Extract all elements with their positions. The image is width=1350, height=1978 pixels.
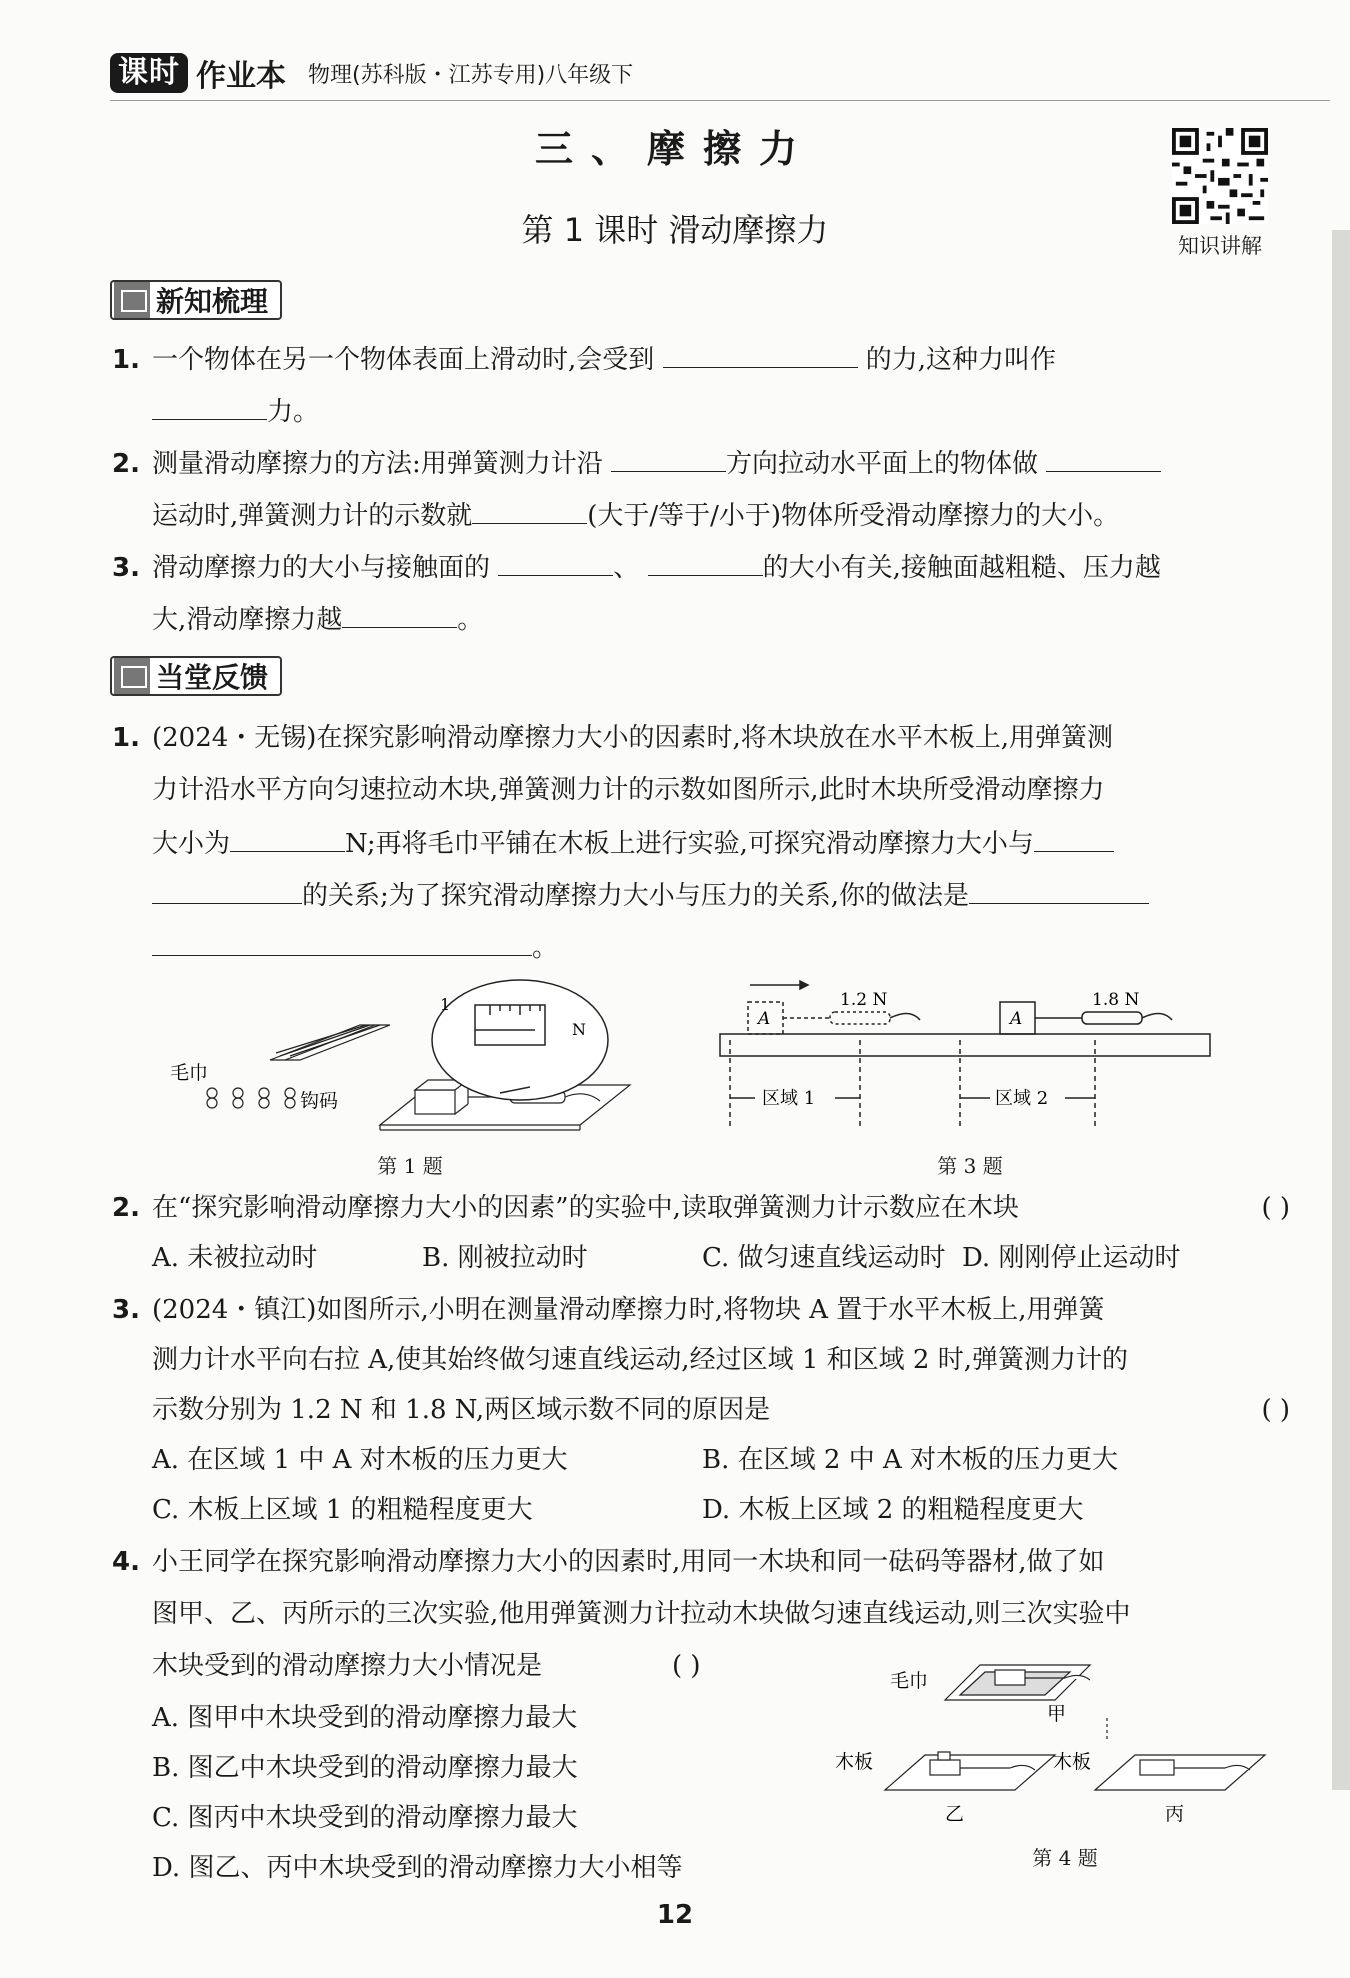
option-a[interactable]: A. 图甲中木块受到的滑动摩擦力最大 <box>152 1703 578 1733</box>
s2-q4-line3: 木块受到的滑动摩擦力大小情况是 ( ) <box>152 1651 701 1681</box>
fig1-weight-label: 钩码 <box>300 1090 339 1112</box>
s1-q1-line2: 力。 <box>112 390 1290 432</box>
pencil-icon <box>114 658 150 694</box>
figure-3 <box>710 980 1230 1140</box>
option-c[interactable]: C. 做匀速直线运动时 <box>702 1243 946 1273</box>
s2-q2-line1: 2. 在“探究影响滑动摩擦力大小的因素”的实验中,读取弹簧测力计示数应在木块 ( ) <box>112 1188 1290 1228</box>
answer-blank[interactable] <box>230 822 345 852</box>
option-d[interactable]: D. 刚刚停止运动时 <box>962 1243 1181 1273</box>
s2-q2-options <box>112 1238 1290 1278</box>
s2-q1-line2: 力计沿水平方向匀速拉动木块,弹簧测力计的示数如图所示,此时木块所受滑动摩擦力 <box>152 775 1105 805</box>
fig4-label-jia: 甲 <box>1047 1703 1067 1725</box>
figure-4 <box>835 1640 1275 1850</box>
s2-q1-line5: 。 <box>112 926 1290 968</box>
option-c[interactable]: C. 图丙中木块受到的滑动摩擦力最大 <box>152 1803 578 1833</box>
page-edge <box>1332 230 1350 1790</box>
answer-blank[interactable] <box>152 390 267 420</box>
option-d[interactable]: D. 图乙、丙中木块受到的滑动摩擦力大小相等 <box>152 1853 683 1883</box>
weights-icon <box>207 1088 295 1108</box>
s1-q3-line2: 大,滑动摩擦力越 。 <box>112 598 1290 640</box>
svg-text:N: N <box>572 1020 586 1039</box>
answer-blank[interactable] <box>648 546 763 576</box>
fig1-towel-label: 毛巾 <box>170 1062 209 1084</box>
section-header-feedback <box>110 656 282 696</box>
s1-q3-line1: 3. 滑动摩擦力的大小与接触面的 、 的大小有关,接触面越粗糙、压力越 <box>112 546 1290 588</box>
figure-1 <box>170 975 650 1150</box>
header <box>110 52 633 94</box>
s2-q3-line2: 测力计水平向右拉 A,使其始终做匀速直线运动,经过区域 1 和区域 2 时,弹簧测力计的 <box>152 1345 1128 1375</box>
fig3-block-a-ghost: A <box>758 1009 771 1029</box>
s2-q4-line2: 图甲、乙、丙所示的三次实验,他用弹簧测力计拉动木块做匀速直线运动,则三次实验中 <box>152 1599 1131 1629</box>
s2-q4-line1: 4. 小王同学在探究影响滑动摩擦力大小的因素时,用同一木块和同一砝码等器材,做了如 <box>112 1547 1105 1577</box>
option-c[interactable]: C. 木板上区域 1 的粗糙程度更大 <box>152 1495 533 1525</box>
option-b[interactable]: B. 刚被拉动时 <box>422 1243 588 1273</box>
header-divider <box>110 100 1330 101</box>
spring-scale-zoom <box>432 980 608 1100</box>
s2-q1-line1: 1. (2024・无锡)在探究影响滑动摩擦力大小的因素时,将木块放在水平木板上,用弹簧测 <box>112 723 1113 753</box>
option-a[interactable]: A. 在区域 1 中 A 对木板的压力更大 <box>152 1445 568 1475</box>
fig3-zone-1: 区域 1 <box>762 1088 816 1109</box>
option-d[interactable]: D. 木板上区域 2 的粗糙程度更大 <box>702 1495 1084 1525</box>
fig4-board-label-1: 木板 <box>835 1751 874 1773</box>
option-b[interactable]: B. 图乙中木块受到的滑动摩擦力最大 <box>152 1753 578 1783</box>
answer-blank[interactable] <box>663 338 858 368</box>
book-icon <box>114 282 150 318</box>
towel-icon <box>270 1025 390 1060</box>
answer-blank[interactable] <box>969 874 1149 904</box>
answer-blank[interactable] <box>152 926 532 956</box>
s2-q3-options-ab <box>112 1440 1290 1480</box>
fig4-label-yi: 乙 <box>945 1803 965 1825</box>
fig3-caption: 第 3 题 <box>937 1154 1003 1178</box>
s2-q3-line1: 3. (2024・镇江)如图所示,小明在测量滑动摩擦力时,将物块 A 置于水平木板上,用弹簧 <box>112 1295 1105 1325</box>
logo-subtitle: 作业本 <box>196 59 286 94</box>
answer-blank[interactable] <box>342 598 457 628</box>
lesson-title: 第 1 课时 滑动摩擦力 <box>521 211 829 249</box>
s2-q2-line1: 2. 测量滑动摩擦力的方法:用弹簧测力计沿 方向拉动水平面上的物体做 <box>112 442 1290 484</box>
page-number: 12 <box>656 1900 694 1930</box>
s1-q1-line1: 1. 一个物体在另一个物体表面上滑动时,会受到 的力,这种力叫作 <box>112 338 1290 380</box>
answer-paren[interactable]: ( ) <box>672 1651 701 1681</box>
s2-q3-line3: 示数分别为 1.2 N 和 1.8 N,两区域示数不同的原因是 ( ) <box>112 1390 1290 1430</box>
s2-q3-options-cd <box>112 1490 1290 1530</box>
qr-code-icon[interactable] <box>1170 128 1270 224</box>
option-a[interactable]: A. 未被拉动时 <box>152 1243 318 1273</box>
page-title: 三、摩擦力 <box>534 127 815 171</box>
fig4-caption: 第 4 题 <box>1032 1846 1098 1870</box>
section-title: 当堂反馈 <box>156 661 269 694</box>
fig3-force-1: 1.2 N <box>840 990 888 1010</box>
fig4-board-label-2: 木板 <box>1053 1751 1092 1773</box>
svg-text:1: 1 <box>440 995 451 1014</box>
book-subject: 物理(苏科版・江苏专用)八年级下 <box>308 62 634 88</box>
fig4-towel-label: 毛巾 <box>890 1670 929 1692</box>
logo: 课时 <box>110 53 188 93</box>
fig3-block-a: A <box>1010 1009 1023 1029</box>
answer-blank[interactable] <box>1034 822 1114 852</box>
section-header-new-knowledge <box>110 280 282 320</box>
s2-q1-line3: 大小为 N;再将毛巾平铺在木板上进行实验,可探究滑动摩擦力大小与 <box>112 822 1290 864</box>
option-b[interactable]: B. 在区域 2 中 A 对木板的压力更大 <box>702 1445 1119 1475</box>
answer-blank[interactable] <box>498 546 613 576</box>
qr-caption: 知识讲解 <box>1178 234 1262 258</box>
s1-q2-line2: 运动时,弹簧测力计的示数就 (大于/等于/小于)物体所受滑动摩擦力的大小。 <box>112 494 1290 536</box>
answer-blank[interactable] <box>611 442 726 472</box>
fig3-zone-2: 区域 2 <box>995 1088 1049 1109</box>
section-title: 新知梳理 <box>156 285 269 318</box>
answer-blank[interactable] <box>1046 442 1161 472</box>
answer-paren[interactable]: ( ) <box>1261 1395 1290 1425</box>
fig1-caption: 第 1 题 <box>377 1154 443 1178</box>
answer-blank[interactable] <box>472 494 587 524</box>
answer-paren[interactable]: ( ) <box>1261 1193 1290 1223</box>
s2-q1-line4: 的关系;为了探究滑动摩擦力大小与压力的关系,你的做法是 <box>112 874 1290 916</box>
fig4-label-bing: 丙 <box>1165 1803 1185 1825</box>
fig3-force-2: 1.8 N <box>1092 990 1140 1010</box>
answer-blank[interactable] <box>152 874 302 904</box>
